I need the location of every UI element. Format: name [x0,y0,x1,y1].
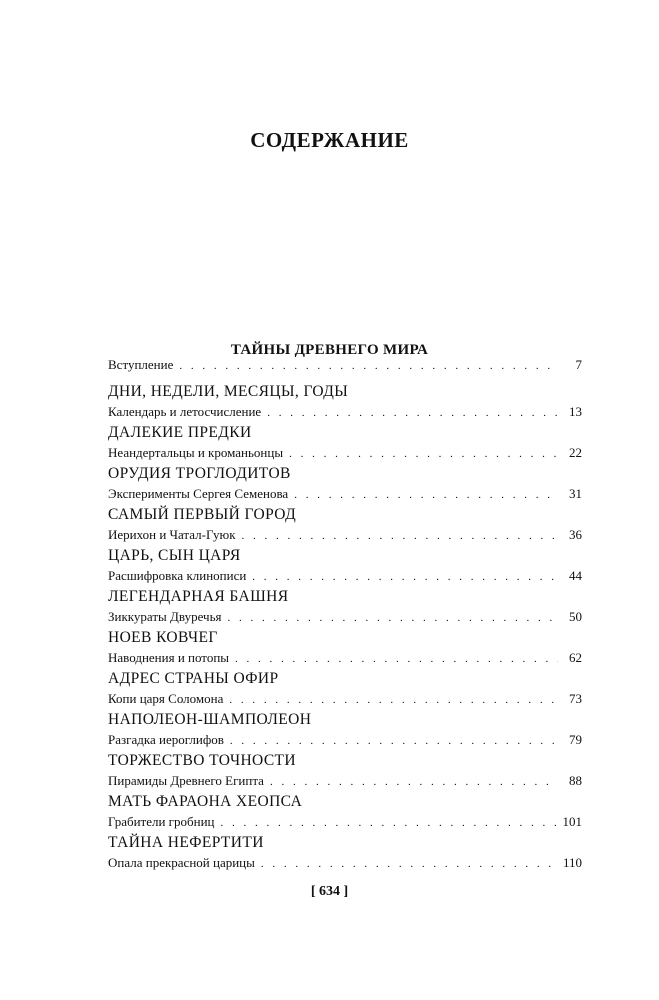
toc-page-number: 101 [562,814,582,829]
toc-entry [108,505,582,546]
leader-dots [261,854,557,874]
leader-dots [270,772,558,792]
toc-entry-line [108,730,582,751]
leader-dots [267,403,558,423]
toc-entries [108,382,582,874]
page-number: [ 634 ] [310,884,349,899]
toc-entry [108,587,582,628]
toc-chapter-title: АДРЕС СТРАНЫ ОФИР [108,670,279,687]
toc-entry-line [108,525,582,546]
toc-page-number: 13 [569,404,582,419]
toc-chapter-title: НАПОЛЕОН-ШАМПОЛЕОН [108,711,312,728]
toc-subtitle: Разгадка иероглифов [108,732,224,747]
leader-dots [289,444,558,464]
toc-chapter-title: ТОРЖЕСТВО ТОЧНОСТИ [108,752,297,769]
toc-entry [108,792,582,833]
toc-entry-line [108,566,582,587]
toc-entry-line [108,689,582,710]
toc-subtitle: Грабители гробниц [108,814,215,829]
toc-subtitle: Опала прекрасной царицы [108,855,255,870]
leader-dots [294,485,558,505]
toc-entry [108,546,582,587]
leader-dots [221,813,557,833]
page-title: СОДЕРЖАНИЕ [250,128,409,153]
toc-page-number: 36 [569,527,582,542]
toc-page-number: 22 [569,445,582,460]
toc-subtitle: Пирамиды Древнего Египта [108,773,264,788]
toc-entry [108,751,582,792]
toc-subtitle: Расшифровка клинописи [108,568,247,583]
toc-entry-line [108,771,582,792]
toc-chapter-title: ДНИ, НЕДЕЛИ, МЕСЯЦЫ, ГОДЫ [108,383,349,400]
leader-dots [230,731,558,751]
toc-chapter-title: ДАЛЕКИЕ ПРЕДКИ [108,424,252,441]
toc-intro-page: 7 [575,357,582,372]
toc-subtitle: Эксперименты Сергея Семенова [108,486,289,501]
leader-dots [242,526,558,546]
leader-dots [252,567,558,587]
toc-subtitle: Копи царя Соломона [108,691,224,706]
toc-chapter-title: ОРУДИЯ ТРОГЛОДИТОВ [108,465,291,482]
toc-entry-line [108,853,582,874]
toc-chapter-title: НОЕВ КОВЧЕГ [108,629,218,646]
toc-intro-line [108,355,582,376]
toc-page-number: 79 [569,732,582,747]
toc-entry [108,464,582,505]
toc-page-number: 88 [569,773,582,788]
toc-intro-label: Вступление [108,357,174,372]
toc-page-number: 73 [569,691,582,706]
toc-chapter-title: САМЫЙ ПЕРВЫЙ ГОРОД [108,506,297,523]
toc-entry [108,423,582,464]
toc-entry [108,628,582,669]
toc-subtitle: Наводнения и потопы [108,650,230,665]
toc-entry-line [108,812,582,833]
toc-entry-line [108,607,582,628]
toc-entry [108,669,582,710]
leader-dots [179,356,558,376]
toc-entry-line [108,443,582,464]
toc-entry [108,382,582,423]
toc-subtitle: Иерихон и Чатал-Гуюк [108,527,236,542]
toc-page-number: 110 [562,855,582,870]
table-of-contents [108,355,582,874]
toc-chapter-title: МАТЬ ФАРАОНА ХЕОПСА [108,793,303,810]
toc-subtitle: Неандертальцы и кроманьонцы [108,445,284,460]
toc-entry [108,833,582,874]
leader-dots [227,608,558,628]
toc-subtitle: Зиккураты Двуречья [108,609,222,624]
toc-entry [108,710,582,751]
toc-chapter-title: ЦАРЬ, СЫН ЦАРЯ [108,547,241,564]
toc-page-number: 50 [569,609,582,624]
toc-subtitle: Календарь и летосчисление [108,404,262,419]
toc-chapter-title: ЛЕГЕНДАРНАЯ БАШНЯ [108,588,289,605]
toc-entry-line [108,648,582,669]
toc-page-number: 31 [569,486,582,501]
toc-chapter-title: ТАЙНА НЕФЕРТИТИ [108,834,264,851]
toc-page-number: 44 [569,568,582,583]
leader-dots [235,649,558,669]
section-title: ТАЙНЫ ДРЕВНЕГО МИРА [230,342,429,359]
leader-dots [229,690,558,710]
toc-entry-line [108,484,582,505]
toc-entry-line [108,402,582,423]
toc-page-number: 62 [569,650,582,665]
